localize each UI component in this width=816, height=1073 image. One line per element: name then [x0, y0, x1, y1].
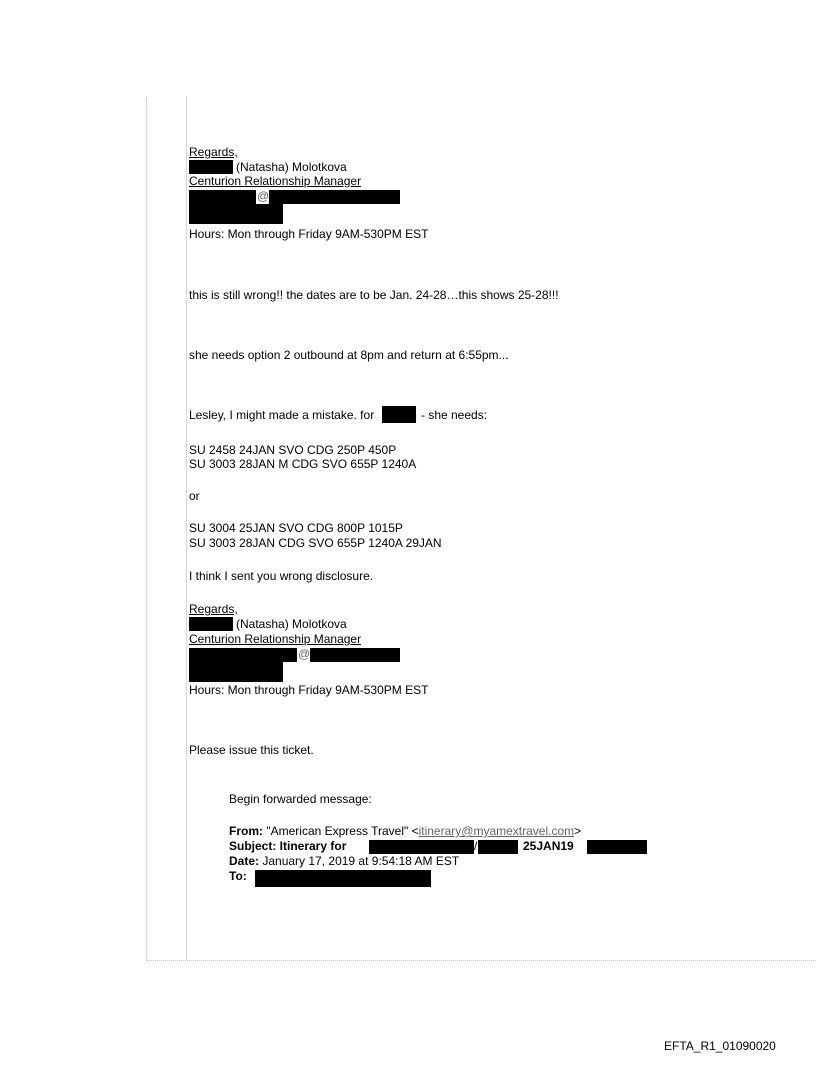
redaction-box — [189, 204, 283, 224]
signature-hours: Hours: Mon through Friday 9AM-530PM EST — [189, 227, 429, 241]
quote-border-inner — [186, 96, 188, 960]
subject-slash: / — [474, 839, 478, 853]
message-issue-ticket: Please issue this ticket. — [189, 743, 314, 757]
redaction-box — [189, 662, 283, 682]
subject-label: Subject: Itinerary for — [229, 839, 347, 853]
redaction-box — [478, 840, 518, 854]
date-label: Date: — [229, 854, 260, 868]
bates-number: EFTA_R1_01090020 — [664, 1039, 776, 1053]
to-label: To: — [229, 869, 247, 883]
signature-title: Centurion Relationship Manager — [189, 632, 362, 646]
signature-regards: Regards, — [189, 602, 238, 616]
forwarded-from-line — [229, 825, 581, 838]
redaction-box — [382, 406, 416, 423]
redaction-box — [189, 160, 233, 174]
flight-line: SU 2458 24JAN SVO CDG 250P 450P — [189, 443, 397, 457]
email-at-sign: @ — [298, 647, 311, 661]
subject-date: 25JAN19 — [523, 839, 574, 853]
message-or: or — [189, 489, 200, 503]
signature-name: (Natasha) Molotkova — [236, 160, 347, 174]
from-email-link[interactable]: itinerary@myamextravel.com — [418, 824, 575, 838]
forwarded-date-line — [229, 855, 459, 868]
forwarded-header: Begin forwarded message: — [229, 792, 372, 806]
flight-line: SU 3004 25JAN SVO CDG 800P 1015P — [189, 521, 403, 535]
bottom-rule — [146, 960, 816, 962]
from-close: > — [574, 824, 582, 838]
message-lesley-suffix: - she needs: — [421, 408, 488, 422]
date-value: January 17, 2019 at 9:54:18 AM EST — [262, 854, 460, 868]
from-sender: "American Express Travel" < — [266, 824, 419, 838]
redaction-box — [189, 617, 233, 631]
redaction-box — [255, 870, 431, 887]
redaction-box — [587, 840, 647, 854]
message-lesley-prefix: Lesley, I might made a mistake. for — [189, 408, 375, 422]
message-still-wrong: this is still wrong!! the dates are to be Jan. 24-28…this shows 25-28!!! — [189, 288, 559, 302]
signature-regards: Regards, — [189, 145, 238, 159]
email-at-sign: @ — [257, 189, 270, 203]
signature-name: (Natasha) Molotkova — [236, 617, 347, 631]
flight-line: SU 3003 28JAN M CDG SVO 655P 1240A — [189, 457, 417, 471]
flight-line: SU 3003 28JAN CDG SVO 655P 1240A 29JAN — [189, 536, 442, 550]
redaction-box — [189, 648, 297, 662]
redaction-box — [310, 648, 400, 662]
signature-title: Centurion Relationship Manager — [189, 174, 362, 188]
signature-hours: Hours: Mon through Friday 9AM-530PM EST — [189, 683, 429, 697]
redaction-box — [369, 840, 474, 854]
message-option-2: she needs option 2 outbound at 8pm and return at 6:55pm... — [189, 348, 509, 362]
quote-border-outer — [146, 96, 148, 960]
redaction-box — [189, 190, 256, 204]
from-label: From: — [229, 824, 263, 838]
redaction-box — [269, 190, 400, 204]
message-disclosure: I think I sent you wrong disclosure. — [189, 569, 374, 583]
